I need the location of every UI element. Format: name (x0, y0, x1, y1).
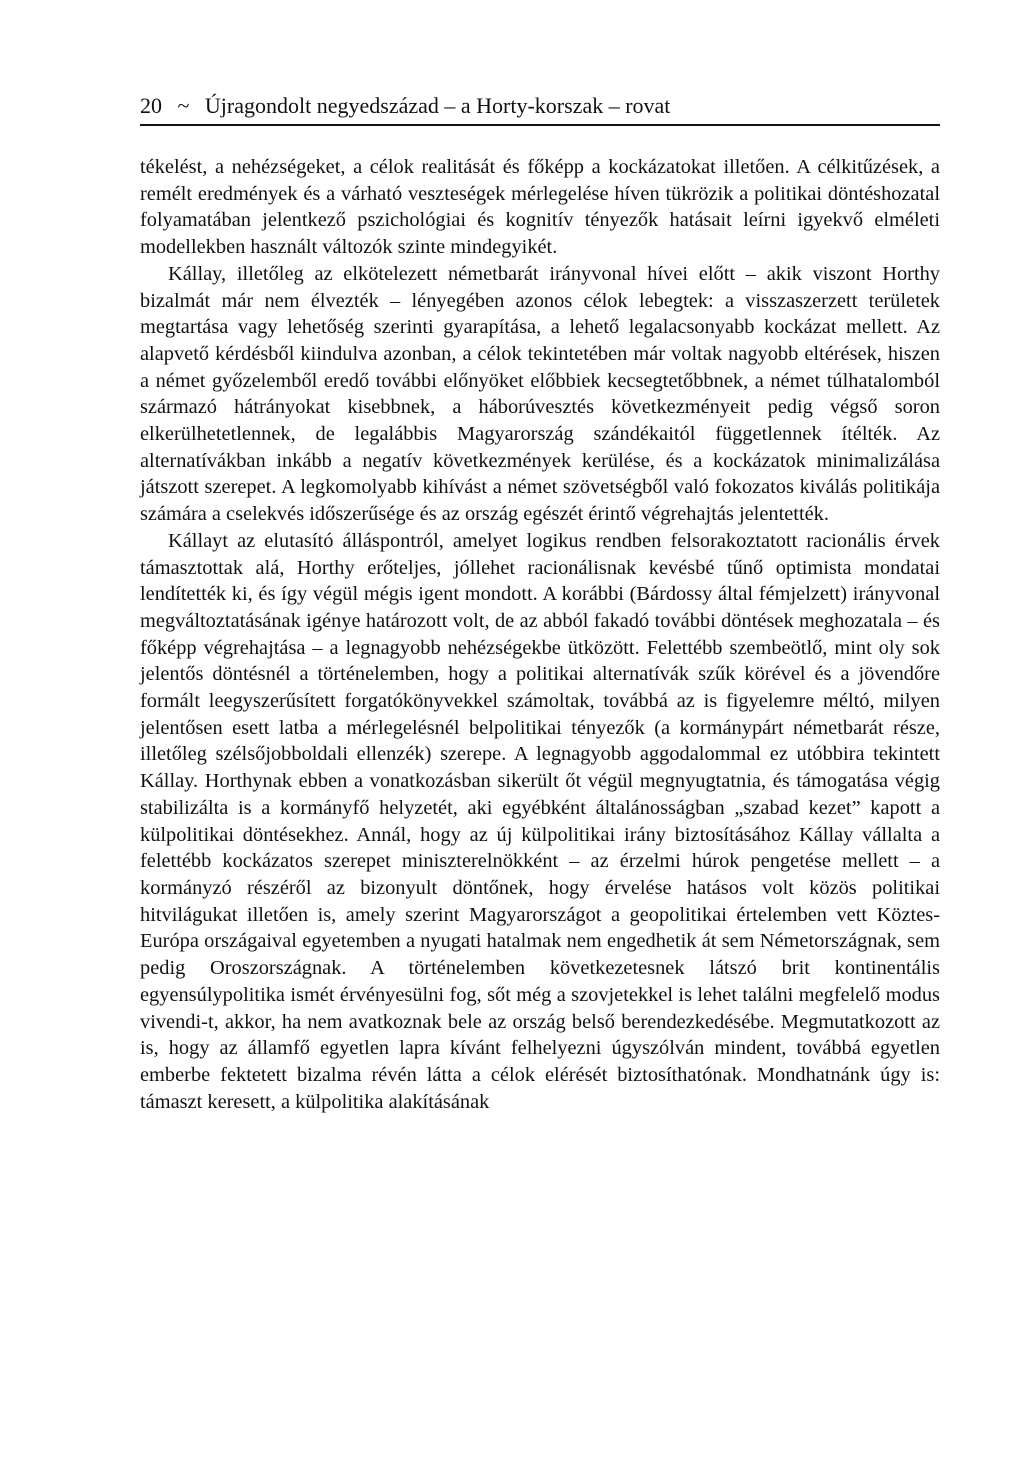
page-number: 20 (140, 93, 162, 118)
header-separator: ~ (177, 93, 190, 118)
header-title: Újragondolt negyedszázad – a Horty-korszak – rovat (204, 93, 671, 118)
header-rule (140, 124, 940, 126)
body-text (140, 154, 940, 1115)
paragraph: Kállay, illetőleg az elkötelezett németbarát irányvonal hívei előtt – akik viszont Horthy bizalmát már nem élvezték – lényegében azonos célok lebegtek: a visszaszerzett területek megtartása vagy lehetőség szerinti gyarapítása, a lehető legalacsonyabb kockázat mellett. Az alapvető kérdésből kiindulva azonban, a célok tekintetében már voltak nagyobb eltérések, hiszen a német győzelemből eredő további előnyöket előbbiek kecsegtetőbbnek, a német túlhatalomból származó hátrányokat kisebbnek, a háborúvesztés következményeit pedig végső soron elkerülhetetlennek, de legalábbis Magyarország szándékaitól függetlennek ítélték. Az alternatívákban inkább a negatív következmények kerülése, és a kockázatok minimalizálása játszott szerepet. A legkomolyabb kihívást a német szövetségből való fokozatos kiválás politikája számára a cselekvés időszerűsége és az ország egészét érintő végrehajtás jelentették. (140, 262, 940, 526)
paragraph: tékelést, a nehézségeket, a célok realitását és főképp a kockázatokat illetően. A célkitűzések, a remélt eredmények és a várható veszteségek mérlegelése híven tükrözik a politikai döntéshozatal folyamatában jelentkező pszichológiai és kognitív tényezők hatásait leírni igyekvő elméleti modellekben használt változók szinte mindegyikét. (140, 156, 940, 259)
running-head (140, 92, 940, 120)
paragraph: Kállayt az elutasító álláspontról, amelyet logikus rendben felsorakoztatott racionális érvek támasztottak alá, Horthy erőteljes, jóllehet racionálisnak kevésbé tűnő optimista mondatai lendítették ki, és így végül mégis igent mondott. A korábbi (Bárdossy által fémjelzett) irányvonal megváltoztatásának igénye határozott volt, de az abból fakadó további döntések meghozatala – és főképp végrehajtása – a legnagyobb nehézségekbe ütközött. Felettébb szembeötlő, mint oly sok jelentős döntésnél a történelemben, hogy a politikai alternatívák szűk körével és a jövendőre formált leegyszerűsített forgatókönyvekkel számoltak, továbbá az is figyelemre méltó, milyen jelentősen esett latba a mérlegelésnél belpolitikai tényezők (a kormánypárt németbarát része, illetőleg szélsőjobboldali ellenzék) szerepe. A legnagyobb aggodalommal ez utóbbira tekintett Kállay. Horthynak ebben a vonatkozásban sikerült őt végül megnyugtatnia, és támogatása végig stabilizálta is a kormányfő helyzetét, aki egyébként általánosságban „szabad kezet” kapott a külpolitikai döntésekhez. Annál, hogy az új külpolitikai irány biztosításához Kállay vállalta a felettébb kockázatos szerepet miniszterelnökként – az érzelmi húrok pengetése mellett – a kormányzó részéről az bizonyult döntőnek, hogy érvelése hatásos volt közös politikai hitvilágukat illetően is, amely szerint Magyarországot a geopolitikai értelemben vett Köztes-Európa országaival egyetemben a nyugati hatalmak nem engedhetik át sem Németországnak, sem pedig Oroszországnak. A történelemben következetesnek látszó brit kontinentális egyensúlypolitika ismét érvényesülni fog, sőt még a szovjetekkel is lehet találni megfelelő modus vivendi-t, akkor, ha nem avatkoznak bele az ország belső berendezkedésébe. Megmutatkozott az is, hogy az államfő egyetlen lapra kívánt felhelyezni úgyszólván mindent, továbbá egyetlen emberbe fektetett bizalma révén látta a célok elérését biztosíthatónak. Mondhatnánk úgy is: támaszt keresett, a külpolitika alakításának (140, 529, 940, 1113)
